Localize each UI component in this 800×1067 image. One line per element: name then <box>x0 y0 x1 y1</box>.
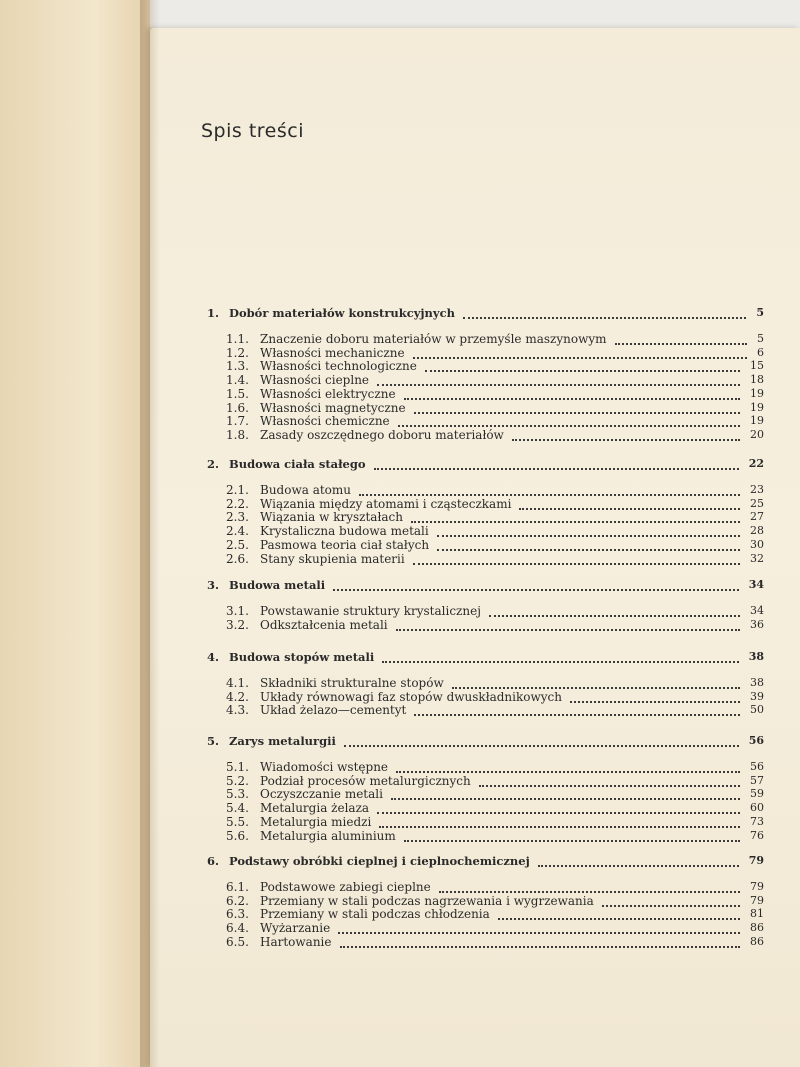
section-title: Własności chemiczne <box>260 414 390 429</box>
section-number: 1.3. <box>226 359 249 374</box>
section-title: Pasmowa teoria ciał stałych <box>260 537 430 552</box>
section-page-number: 76 <box>750 828 764 842</box>
chapter-page-number: 34 <box>748 578 764 591</box>
toc-chapter <box>0 650 800 664</box>
chapter-title: Budowa stopów metali <box>229 650 375 664</box>
section-title: Krystaliczna budowa metali <box>260 524 429 539</box>
section-number: 6.3. <box>226 907 249 922</box>
section-page-number: 15 <box>750 359 764 373</box>
toc-chapter <box>0 578 800 592</box>
dot-leader <box>396 615 740 631</box>
section-title: Znaczenie doboru materiałów w przemyśle maszynowym <box>260 332 607 346</box>
section-page-number: 59 <box>750 787 764 801</box>
section-number: 5.6. <box>226 828 249 843</box>
section-page-number: 20 <box>750 427 764 441</box>
toc-chapter <box>0 854 800 868</box>
section-title: Stany skupienia materii <box>260 551 405 566</box>
chapter-number: 2. <box>207 457 220 471</box>
section-title: Własności technologiczne <box>260 359 417 374</box>
section-number: 2.5. <box>226 537 249 552</box>
section-title: Hartowanie <box>260 934 332 949</box>
section-number: 1.1. <box>226 332 249 346</box>
chapter-number: 1. <box>207 306 220 320</box>
section-page-number: 25 <box>750 496 764 510</box>
section-page-number: 5 <box>757 332 764 345</box>
section-page-number: 73 <box>750 814 764 828</box>
section-title: Podstawowe zabiegi cieplne <box>260 880 431 894</box>
dot-leader <box>512 425 740 441</box>
section-title: Przemiany w stali podczas chłodzenia <box>260 907 490 922</box>
section-page-number: 50 <box>750 703 764 717</box>
chapter-page-number: 22 <box>748 457 764 470</box>
chapter-page-number: 56 <box>748 734 764 747</box>
section-title: Układ żelazo—cementyt <box>260 703 407 718</box>
chapter-title: Zarys metalurgii <box>229 734 336 748</box>
section-number: 6.2. <box>226 893 249 908</box>
chapter-page-number: 38 <box>748 650 764 663</box>
section-title: Metalurgia żelaza <box>260 801 370 816</box>
dot-leader <box>463 303 746 319</box>
section-title: Odkształcenia metali <box>260 617 388 632</box>
dot-leader <box>344 731 739 747</box>
section-number: 1.2. <box>226 345 249 360</box>
section-number: 1.8. <box>226 427 249 442</box>
toc-chapter <box>0 306 800 320</box>
section-number: 5.3. <box>226 787 249 802</box>
section-number: 1.6. <box>226 400 249 415</box>
section-title: Oczyszczanie metali <box>260 787 383 802</box>
dot-leader <box>340 932 740 948</box>
chapter-title: Budowa ciała stałego <box>229 457 366 471</box>
toc-chapter <box>0 734 800 748</box>
section-title: Składniki strukturalne stopów <box>260 676 444 690</box>
section-number: 2.1. <box>226 483 249 497</box>
section-number: 3.2. <box>226 617 249 632</box>
toc-chapter <box>0 457 800 471</box>
section-page-number: 38 <box>750 676 764 689</box>
section-number: 1.4. <box>226 373 249 388</box>
section-title: Wiązania w kryształach <box>260 510 403 525</box>
section-number: 6.4. <box>226 921 249 936</box>
section-page-number: 19 <box>750 414 764 428</box>
section-number: 4.2. <box>226 689 249 704</box>
section-number: 5.4. <box>226 801 249 816</box>
section-page-number: 23 <box>750 483 764 496</box>
section-title: Wiązania między atomami i cząsteczkami <box>260 496 512 511</box>
section-title: Własności cieplne <box>260 373 370 388</box>
section-title: Metalurgia aluminium <box>260 828 396 843</box>
section-number: 5.1. <box>226 760 249 774</box>
section-page-number: 19 <box>750 386 764 400</box>
section-title: Zasady oszczędnego doboru materiałów <box>260 427 504 442</box>
chapter-title: Budowa metali <box>229 578 326 592</box>
section-page-number: 39 <box>750 689 764 703</box>
section-page-number: 28 <box>750 524 764 538</box>
toc-section <box>0 618 800 632</box>
section-number: 2.2. <box>226 496 249 511</box>
section-page-number: 18 <box>750 373 764 387</box>
section-title: Metalurgia miedzi <box>260 814 372 829</box>
dot-leader <box>538 851 739 867</box>
section-page-number: 56 <box>750 760 764 773</box>
chapter-number: 6. <box>207 854 220 868</box>
page-title: Spis treści <box>201 120 304 142</box>
dot-leader <box>333 575 739 591</box>
toc-section <box>0 552 800 566</box>
section-number: 2.3. <box>226 510 249 525</box>
section-page-number: 86 <box>750 921 764 935</box>
section-page-number: 30 <box>750 537 764 551</box>
section-title: Własności magnetyczne <box>260 400 406 415</box>
section-page-number: 79 <box>750 893 764 907</box>
chapter-number: 4. <box>207 650 220 664</box>
toc-section <box>0 428 800 442</box>
chapter-title: Podstawy obróbki cieplnej i cieplnochemicznej <box>229 854 530 868</box>
dot-leader <box>382 647 739 663</box>
toc-section <box>0 703 800 717</box>
section-number: 2.6. <box>226 551 249 566</box>
section-number: 2.4. <box>226 524 249 539</box>
chapter-number: 3. <box>207 578 220 592</box>
section-title: Wiadomości wstępne <box>260 760 389 774</box>
chapter-page-number: 5 <box>756 306 764 319</box>
toc-section <box>0 935 800 949</box>
chapter-page-number: 79 <box>748 854 764 867</box>
section-page-number: 6 <box>757 345 764 359</box>
section-number: 6.1. <box>226 880 249 894</box>
section-page-number: 19 <box>750 400 764 414</box>
section-page-number: 86 <box>750 934 764 948</box>
section-title: Własności elektryczne <box>260 386 396 401</box>
chapter-title: Dobór materiałów konstrukcyjnych <box>229 306 455 320</box>
section-title: Wyżarzanie <box>260 921 331 936</box>
dot-leader <box>374 454 739 470</box>
section-page-number: 27 <box>750 510 764 524</box>
section-page-number: 57 <box>750 773 764 787</box>
section-title: Podział procesów metalurgicznych <box>260 773 471 788</box>
dot-leader <box>414 700 740 716</box>
section-number: 4.1. <box>226 676 249 690</box>
section-number: 3.1. <box>226 604 249 618</box>
section-number: 5.5. <box>226 814 249 829</box>
chapter-number: 5. <box>207 734 220 748</box>
section-number: 1.7. <box>226 414 249 429</box>
section-number: 1.5. <box>226 386 249 401</box>
section-title: Budowa atomu <box>260 483 352 497</box>
section-page-number: 34 <box>750 604 764 617</box>
section-page-number: 60 <box>750 801 764 815</box>
section-page-number: 36 <box>750 617 764 631</box>
section-title: Przemiany w stali podczas nagrzewania i wygrzewania <box>260 893 594 908</box>
section-number: 4.3. <box>226 703 249 718</box>
dot-leader <box>404 826 740 842</box>
section-number: 6.5. <box>226 934 249 949</box>
section-title: Własności mechaniczne <box>260 345 405 360</box>
dot-leader <box>413 549 740 565</box>
section-page-number: 79 <box>750 880 764 893</box>
background-strip <box>150 0 800 28</box>
section-number: 5.2. <box>226 773 249 788</box>
section-title: Układy równowagi faz stopów dwuskładnikowych <box>260 689 562 704</box>
section-page-number: 81 <box>750 907 764 921</box>
section-page-number: 32 <box>750 551 764 565</box>
section-title: Powstawanie struktury krystalicznej <box>260 604 481 618</box>
toc-section <box>0 829 800 843</box>
